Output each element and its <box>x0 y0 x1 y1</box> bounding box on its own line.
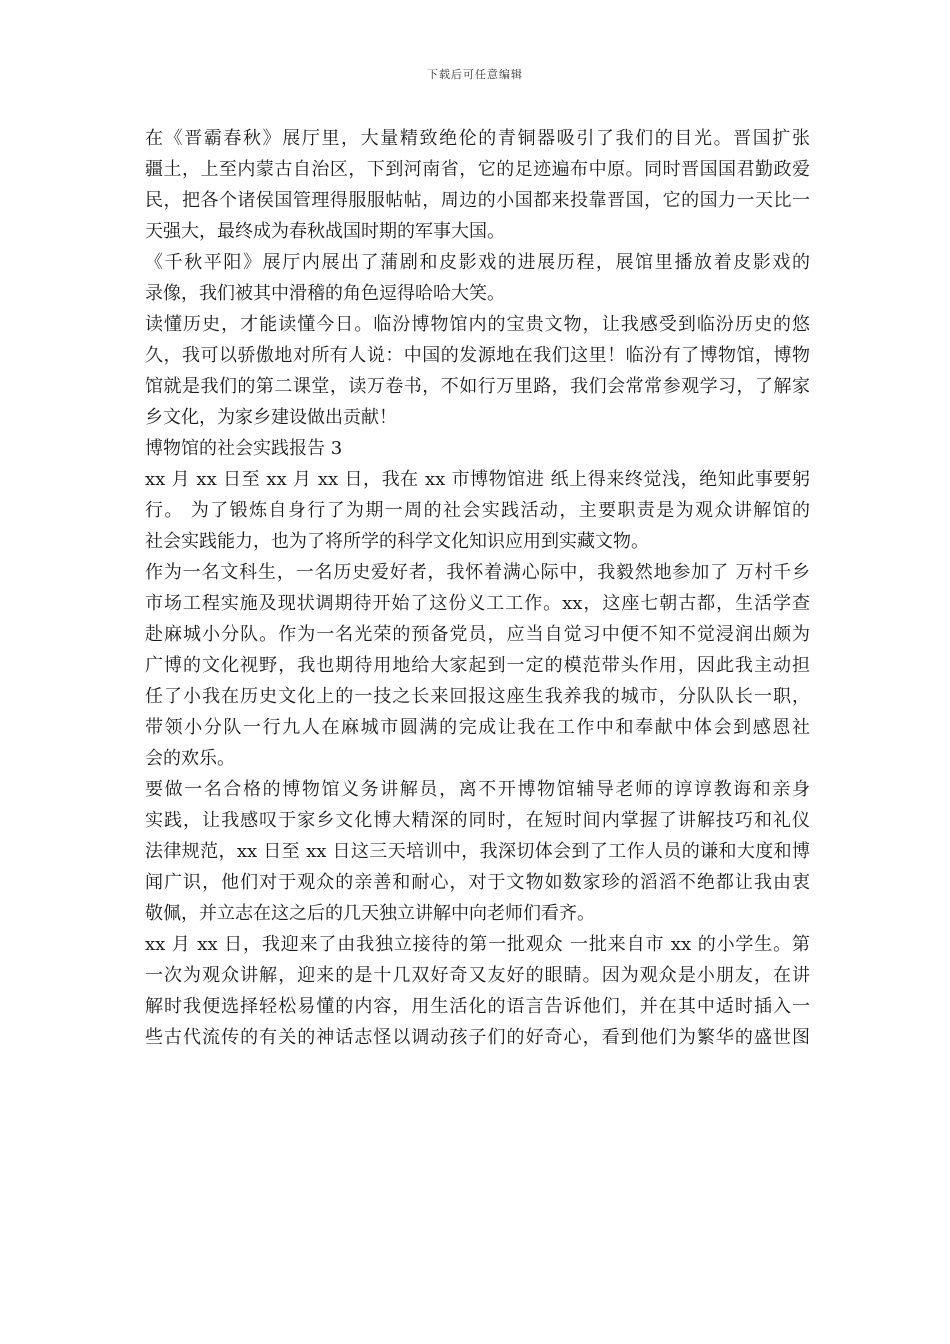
text-line: 馆就是我们的第二课堂，读万卷书，不如行万里路，我们会常常参观学习，了解家 <box>145 376 810 397</box>
text-line: 些古代流传的有关的神话志怪以调动孩子们的好奇心，看到他们为繁华的盛世图 <box>145 1027 810 1048</box>
text-line: 会的欢乐。 <box>145 748 235 769</box>
text-line: 敬佩，并立志在这之后的几天独立讲解中向老师们看齐。 <box>145 903 595 924</box>
text-line: 闻广识，他们对于观众的亲善和耐心，对于文物如数家珍的滔滔不绝都让我由衷 <box>145 872 810 893</box>
page-header-note: 下载后可任意编辑 <box>427 68 523 81</box>
text-line: 市场工程实施及现状调期待开始了这份义工工作。xx，这座七朝古都，生活学查 <box>145 593 810 614</box>
text-line: xx 月 xx 日至 xx 月 xx 日，我在 xx 市博物馆进 纸上得来终觉浅，绝知此事要躬 <box>145 469 810 490</box>
text-line: 乡文化，为家乡建设做出贡献！ <box>145 407 397 428</box>
text-line: 疆土，上至内蒙古自治区，下到河南省，它的足迹遍布中原。同时晋国国君勤政爱 <box>145 159 810 180</box>
document-body <box>145 123 810 1053</box>
text-line: 解时我便选择轻松易懂的内容，用生活化的语言告诉他们，并在其中适时插入一 <box>145 996 810 1017</box>
text-line: 任了小我在历史文化上的一技之长来回报这座生我养我的城市，分队队长一职， <box>145 686 810 707</box>
text-line: 赴麻城小分队。作为一名光荣的预备党员，应当自觉习中便不知不觉浸润出颇为 <box>145 624 810 645</box>
text-line: 读懂历史，才能读懂今日。临汾博物馆内的宝贵文物，让我感受到临汾历史的悠 <box>145 314 810 335</box>
text-line: 作为一名文科生，一名历史爱好者，我怀着满心际中，我毅然地参加了 万村千乡 <box>145 562 810 583</box>
text-line: 博物馆的社会实践报告 3 <box>145 438 343 459</box>
text-line: 民，把各个诸侯国管理得服服帖帖，周边的小国都来投靠晋国，它的国力一天比一 <box>145 190 810 211</box>
text-line: 行。 为了锻炼自身行了为期一周的社会实践活动，主要职责是为观众讲解馆的 <box>145 500 810 521</box>
text-line: 久，我可以骄傲地对所有人说：中国的发源地在我们这里！临汾有了博物馆，博物 <box>145 345 810 366</box>
text-line: 录像，我们被其中滑稽的角色逗得哈哈大笑。 <box>145 283 505 304</box>
text-line: 《千秋平阳》展厅内展出了蒲剧和皮影戏的进展历程，展馆里播放着皮影戏的 <box>145 252 810 273</box>
text-line: 在《晋霸春秋》展厅里，大量精致绝伦的青铜器吸引了我们的目光。晋国扩张 <box>145 128 810 149</box>
text-line: 天强大，最终成为春秋战国时期的军事大国。 <box>145 221 505 242</box>
text-line: 带领小分队一行九人在麻城市圆满的完成让我在工作中和奉献中体会到感恩社 <box>145 717 810 738</box>
text-line: 法律规范，xx 日至 xx 日这三天培训中，我深切体会到了工作人员的谦和大度和博 <box>145 841 810 862</box>
text-line: 广博的文化视野，我也期待用地给大家起到一定的模范带头作用，因此我主动担 <box>145 655 810 676</box>
text-line: 一次为观众讲解，迎来的是十几双好奇又友好的眼睛。因为观众是小朋友，在讲 <box>145 965 810 986</box>
text-line: 要做一名合格的博物馆义务讲解员，离不开博物馆辅导老师的谆谆教诲和亲身 <box>145 779 810 800</box>
text-line: xx 月 xx 日，我迎来了由我独立接待的第一批观众 一批来自市 xx 的小学生。第 <box>145 934 810 955</box>
text-line: 实践，让我感叹于家乡文化博大精深的同时，在短时间内掌握了讲解技巧和礼仪 <box>145 810 810 831</box>
text-line: 社会实践能力，也为了将所学的科学文化知识应用到实藏文物。 <box>145 531 649 552</box>
